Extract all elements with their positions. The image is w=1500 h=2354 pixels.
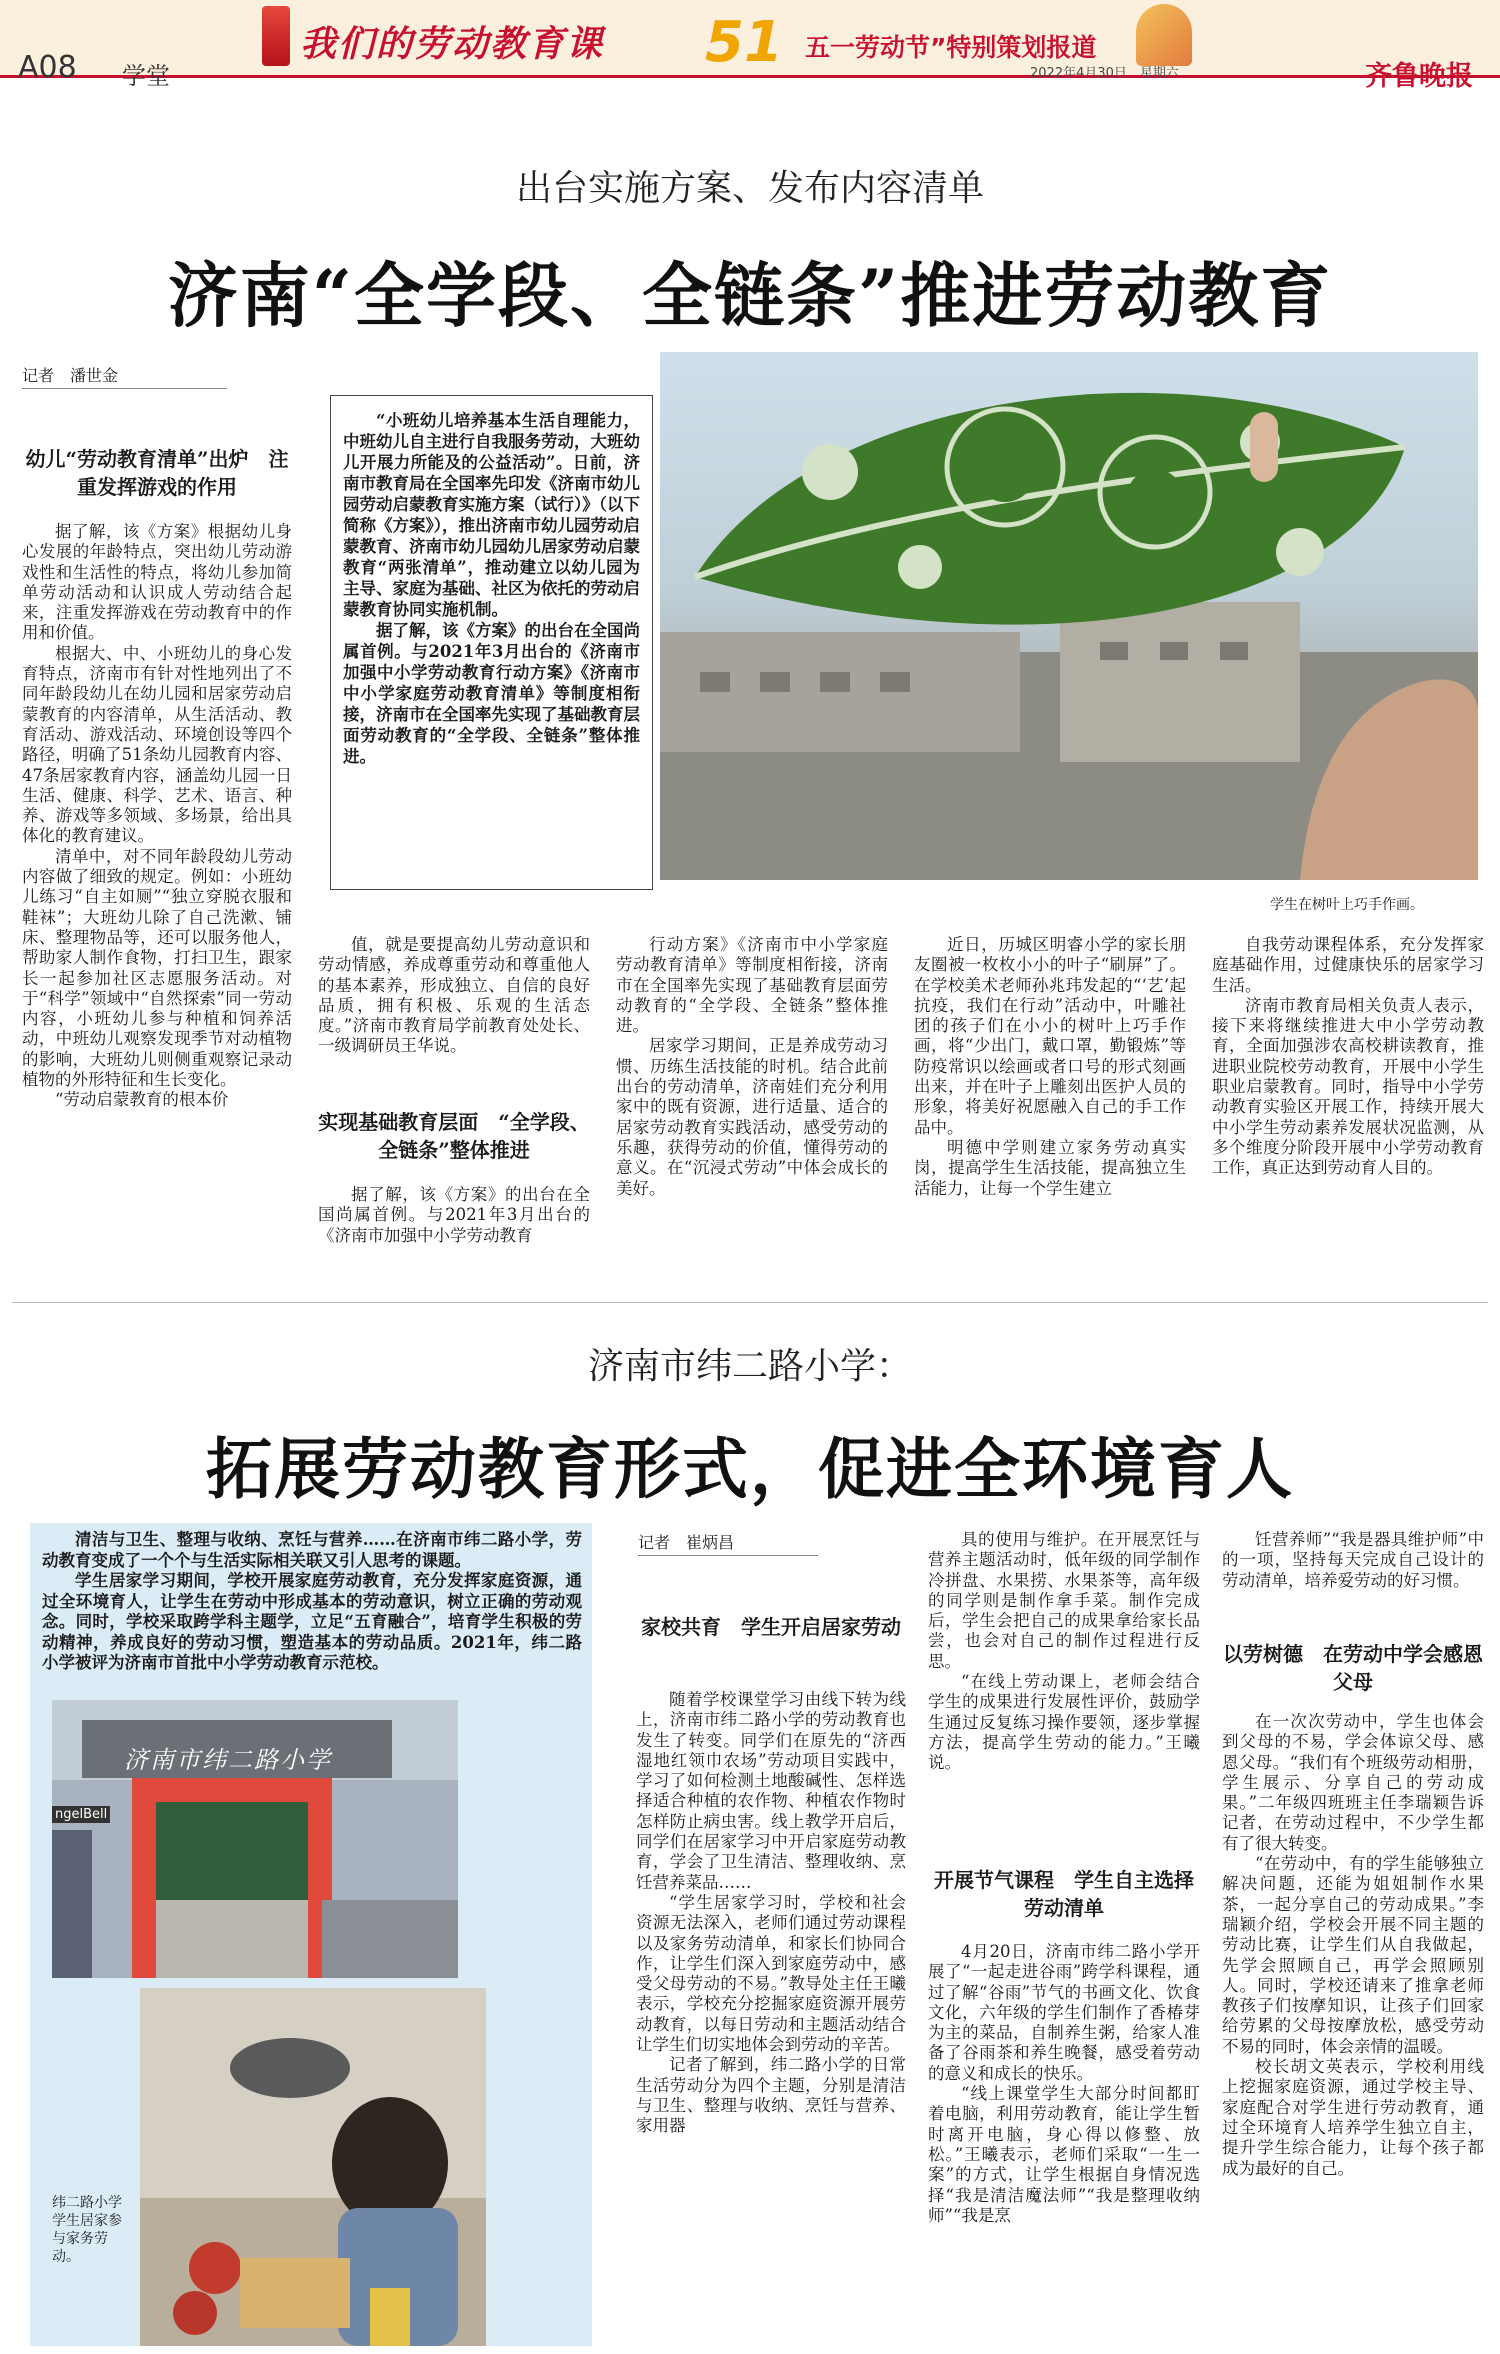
- paragraph: 具的使用与维护。在开展烹饪与营养主题活动时，低年级的同学制作冷拼盘、水果捞、水果茶等，高年级的同学则是制作拿手菜。制作完成后，学生会把自己的成果拿给家长品尝，也会对自己的制作过程进行反思。: [928, 1530, 1200, 1671]
- article1-kicker: 出台实施方案、发布内容清单: [515, 168, 984, 209]
- article2-column-2: [928, 1530, 1200, 1860]
- paragraph: 4月20日，济南市纬二路小学开展了“一起走进谷雨”跨学科课程，通过了解“谷雨”节气的书画文化、饮食文化，六年级的学生们制作了香椿芽为主的菜品，自制养生粥，给家人准备了谷雨茶和养生晚餐，感受着劳动的意义和成长的快乐。: [928, 1942, 1200, 2083]
- article1-intro-box: [330, 395, 653, 890]
- paragraph: 明德中学则建立家务劳动真实岗，提高学生生活技能，提高独立生活能力，让每一个学生建立: [914, 1137, 1186, 1198]
- cooking-photo: [140, 1988, 486, 2346]
- series-title: 我们的劳动教育课: [300, 24, 605, 65]
- article2-byline: 记者 崔炳昌: [638, 1533, 735, 1552]
- banner-tassel-left: [262, 6, 290, 66]
- gate-side-sign: ngelBell: [52, 1806, 110, 1823]
- paragraph: “小班幼儿培养基本生活自理能力，中班幼儿自主进行自我服务劳动，大班幼儿开展力所能及的公益活动”。日前，济南市教育局在全国率先印发《济南市幼儿园劳动启蒙教育实施方案（试行）》（以下简称《方案》），推出济南市幼儿园劳动启蒙教育、济南市幼儿园幼儿居家劳动启蒙教育“两张清单”，推动建立以幼儿园为主导、家庭为基础、社区为依托的劳动启蒙教育协同实施机制。: [343, 411, 640, 619]
- article1-subheading-1: 幼儿“劳动教育清单”出炉 注重发挥游戏的作用: [25, 447, 289, 499]
- newspaper-logo: 齐鲁晚报: [1365, 61, 1473, 92]
- paragraph: 行动方案》《济南市中小学家庭劳动教育清单》等制度相衔接，济南市在全国率先实现了基础教育层面劳动教育的“全学段、全链条”整体推进。: [616, 935, 888, 1036]
- paragraph: 自我劳动课程体系，充分发挥家庭基础作用，过健康快乐的居家学习生活。: [1212, 935, 1484, 995]
- article2-column-3b: [1222, 1712, 1484, 2350]
- byline-rule: [22, 388, 227, 389]
- byline-rule: [638, 1555, 818, 1556]
- article2-subheading-3: 以劳树德 在劳动中学会感恩父母: [1223, 1642, 1483, 1694]
- paragraph: “在劳动中，有的学生能够独立解决问题，还能为姐姐制作水果茶，一起分享自己的劳动成果。”李瑞颖介绍，学校会开展不同主题的劳动比赛，让学生们从自我做起，先学会照顾自己，再学会照顾别人。同时，学校还请来了推拿老师教孩子们按摩知识，让孩子们回家给劳累的父母按摩放松，感受劳动不易的同时，体会亲情的温暖。: [1222, 1854, 1484, 2056]
- paragraph: “学生居家学习时，学校和社会资源无法深入，老师们通过劳动课程以及家务劳动清单，和家长们协同合作，让学生们深入到家庭劳动中，感受父母劳动的不易。”教导处主任王曦表示，学校充分挖掘家庭资源开展劳动教育，以每日劳动和主题活动结合让学生们切实地体会到劳动的辛苦。: [636, 1892, 906, 2055]
- paragraph: “线上课堂学生大部分时间都盯着电脑，利用劳动教育，能让学生暂时离开电脑，身心得以修整、放松。”王曦表示，老师们采取“一生一案”的方式，让学生根据自身情况选择“我是清洁魔法师”“我是整理收纳师”“我是烹: [928, 2084, 1200, 2225]
- article1-column-2b: [318, 1185, 590, 1265]
- issue-date: 2022年4月30日 星期六: [1030, 66, 1179, 81]
- cooking-photo-caption: 纬二路小学学生居家参与家务劳动。: [52, 2195, 122, 2265]
- article2-column-3: [1222, 1530, 1484, 1630]
- paragraph: 值，就是要提高幼儿劳动意识和劳动情感，养成尊重劳动和尊重他人的基本素养，形成独立、自信的良好品质，拥有积极、乐观的生活态度。”济南市教育局学前教育处处长、一级调研员王华说。: [318, 935, 590, 1056]
- article2-intro-text: [42, 1530, 582, 1692]
- paragraph: 校长胡文英表示，学校利用线上挖掘家庭资源，通过学校主导、家庭配合对学生进行劳动教育，通过全环境育人培养学生独立自主，提升学生综合能力，让每个孩子都成为最好的自己。: [1222, 2057, 1484, 2178]
- paragraph: 在一次次劳动中，学生也体会到父母的不易，学会体谅父母、感恩父母。“我们有个班级劳动相册，学生展示、分享自己的劳动成果。”二年级四班班主任李瑞颖告诉记者，在劳动过程中，不少学生都有了很大转变。: [1222, 1712, 1484, 1853]
- school-gate-photo: [52, 1700, 458, 1978]
- leaf-photo-drawing: [660, 352, 1478, 880]
- paragraph: 清单中，对不同年龄段幼儿劳动内容做了细致的规定。例如：小班幼儿练习“自主如厕”“独立穿脱衣服和鞋袜”；大班幼儿除了自己洗漱、铺床、整理物品等，还可以服务他人，帮助家人制作食物，打扫卫生，跟家长一起参加社区志愿服务活动。对于“科学”领域中“自然探索”同一劳动内容，小班幼儿参与种植和饲养活动，中班幼儿观察发现季节对动植物的影响，大班幼儿则侧重观察记录动植物的外形特征和生长变化。: [22, 846, 292, 1090]
- leaf-photo-caption: 学生在树叶上巧手作画。: [1270, 897, 1424, 913]
- article-divider: [12, 1302, 1488, 1303]
- paragraph: “劳动启蒙教育的根本价: [55, 1090, 229, 1110]
- paragraph: 济南市教育局相关负责人表示，接下来将继续推进大中小学劳动教育，全面加强涉农高校耕读教育，推进职业院校劳动教育，开展中小学生职业启蒙教育。同时，指导中小学劳动教育实验区开展工作，持续开展大中小学生劳动素养发展状况监测，从多个维度分阶段开展中小学劳动教育工作，真正达到劳动育人目的。: [1212, 995, 1484, 1178]
- article1-column-3: [616, 935, 888, 1265]
- series-badge: 51: [705, 10, 783, 75]
- page-number: A08: [18, 50, 77, 85]
- article1-column-5: [1212, 935, 1484, 1265]
- paragraph: 饪营养师”“我是器具维护师”中的一项，坚持每天完成自己设计的劳动清单，培养爱劳动的好习惯。: [1222, 1530, 1484, 1590]
- article2-subheading-2: 开展节气课程 学生自主选择劳动清单: [934, 1868, 1194, 1920]
- article1-headline: 济南“全学段、全链条”推进劳动教育: [167, 254, 1333, 337]
- article1-column-4: [914, 935, 1186, 1265]
- gate-sign: 济南市纬二路小学: [124, 1746, 332, 1774]
- article2-column-1: [636, 1690, 906, 2350]
- article1-subheading-2: 实现基础教育层面 “全学段、全链条”整体推进: [318, 1110, 590, 1162]
- paragraph: 居家学习期间，正是养成劳动习惯、历练生活技能的时机。结合此前出台的劳动清单，济南娃们充分利用家中的既有资源，进行适量、适合的居家劳动教育实践活动，感受劳动的乐趣，获得劳动的价值，懂得劳动的意义。在“沉浸式劳动”中体会成长的美好。: [616, 1036, 888, 1198]
- article1-column-2: [318, 935, 590, 1095]
- paragraph: 据了解，该《方案》根据幼儿身心发展的年龄特点，突出幼儿劳动游戏性和生活性的特点，将幼儿参加简单劳动活动和认识成人劳动结合起来，注重发挥游戏在劳动教育中的作用和价值。: [22, 522, 292, 643]
- intro-text: [343, 410, 640, 875]
- article2-headline: 拓展劳动教育形式，促进全环境育人: [206, 1430, 1294, 1508]
- paragraph: 根据大、中、小班幼儿的身心发育特点，济南市有针对性地列出了不同年龄段幼儿在幼儿园和居家劳动启蒙教育的内容清单，从生活活动、教育活动、游戏活动、环境创设等四个路径，明确了51条幼儿园教育内容、47条居家教育内容，涵盖幼儿园一日生活、健康、科学、艺术、语言、种养、游戏等多领域、多场景，给出具体化的教育建议。: [22, 643, 292, 846]
- cooking-photo-drawing: [140, 1988, 486, 2346]
- section-name: 学堂: [122, 62, 170, 90]
- article1-byline: 记者 潘世金: [22, 366, 119, 385]
- article2-subheading-1: 家校共育 学生开启居家劳动: [641, 1615, 901, 1639]
- article2-column-2b: [928, 1942, 1200, 2350]
- leaf-carving-photo: [660, 352, 1478, 880]
- paragraph: 据了解，该《方案》的出台在全国尚属首例。与2021年3月出台的《济南市加强中小学劳动教育行动方案》《济南市中小学家庭劳动教育清单》等制度相衔接，济南市在全国率先实现了基础教育层面劳动教育的“全学段、全链条”整体推进。: [343, 621, 640, 766]
- paragraph: “在线上劳动课上，老师会结合学生的成果进行发展性评价，鼓励学生通过反复练习操作要领，逐步掌握方法，提高学生劳动的能力。”王曦说。: [928, 1672, 1200, 1773]
- special-report-label: 五一劳动节”特别策划报道: [805, 33, 1097, 62]
- paragraph: 记者了解到，纬二路小学的日常生活劳动分为四个主题，分别是清洁与卫生、整理与收纳、烹饪与营养、家用器: [636, 2055, 906, 2136]
- paragraph: 据了解，该《方案》的出台在全国尚属首例。与2021年3月出台的《济南市加强中小学劳动教育: [318, 1185, 590, 1245]
- paragraph: 学生居家学习期间，学校开展家庭劳动教育，充分发挥家庭资源，通过全环境育人，让学生在劳动中形成基本的劳动意识，树立正确的劳动观念。同时，学校采取跨学科主题学，立足“五育融合”，培育学生积极的劳动精神，养成良好的劳动习惯，塑造基本的劳动品质。2021年，纬二路小学被评为济南市首批中小学劳动教育示范校。: [42, 1571, 582, 1672]
- paragraph: 清洁与卫生、整理与收纳、烹饪与营养……在济南市纬二路小学，劳动教育变成了一个个与生活实际相关联又引人思考的课题。: [42, 1530, 582, 1570]
- banner-tassel-right: [1136, 4, 1192, 66]
- paragraph: 随着学校课堂学习由线下转为线上，济南市纬二路小学的劳动教育也发生了转变。同学们在原先的“济西湿地红领巾农场”劳动项目实践中，学习了如何检测土地酸碱性、怎样选择适合种植的农作物、种植农作物时怎样防止病虫害。线上教学开启后，同学们在居家学习中开启家庭劳动教育，学会了卫生清洁、整理收纳、烹饪营养菜品……: [636, 1690, 906, 1892]
- paragraph: 近日，历城区明睿小学的家长朋友圈被一枚枚小小的叶子“刷屏”了。在学校美术老师孙兆玮发起的“‘艺’起抗疫，我们在行动”活动中，叶雕社团的孩子们在小小的树叶上巧手作画，将“少出门，戴口罩，勤锻炼”等防疫常识以绘画或者口号的形式刻画出来，并在叶子上雕刻出医护人员的形象，将美好祝愿融入自己的手工作品中。: [914, 935, 1186, 1137]
- article2-kicker: 济南市纬二路小学：: [587, 1346, 912, 1387]
- article1-column-1: [22, 522, 292, 1262]
